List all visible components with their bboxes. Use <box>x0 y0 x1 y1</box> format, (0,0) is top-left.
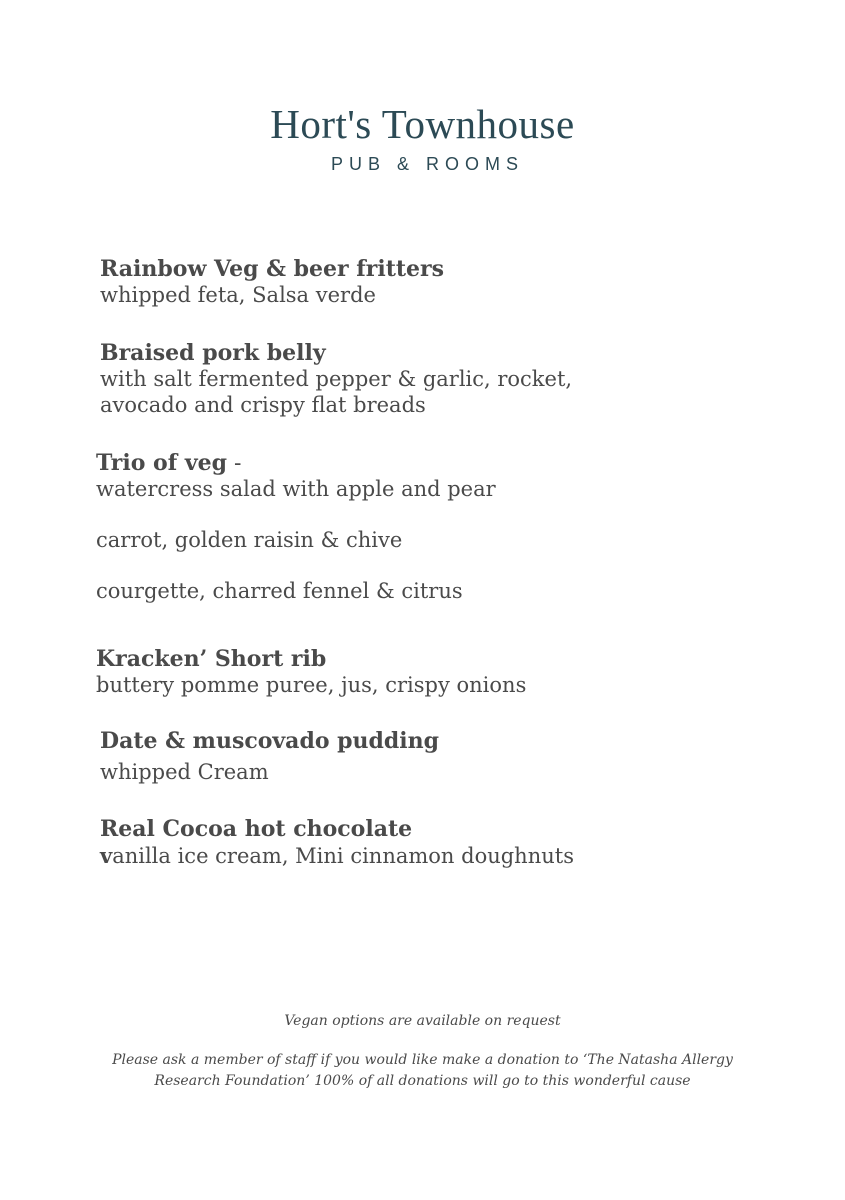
dish-description: whipped Cream <box>100 760 269 784</box>
dish-description: courgette, charred fennel & citrus <box>96 579 463 603</box>
dish-description: with salt fermented pepper & garlic, rocket, <box>100 367 573 391</box>
brand-title: Hort's Townhouse <box>270 101 575 147</box>
dish-name: Braised pork belly <box>100 340 326 366</box>
dish-description: carrot, golden raisin & chive <box>96 528 403 552</box>
dish-description: buttery pomme puree, jus, crispy onions <box>96 673 527 697</box>
brand-subtitle: PUB & ROOMS <box>330 154 525 174</box>
dish-description: avocado and crispy flat breads <box>100 393 426 417</box>
dish-description: watercress salad with apple and pear <box>96 477 496 501</box>
donation-note-line2: Research Foundation’ 100% of all donations will go to this wonderful cause <box>154 1073 691 1089</box>
donation-note-line1: Please ask a member of staff if you would like make a donation to ‘The Natasha Allergy <box>112 1052 733 1068</box>
dish-description <box>100 842 574 870</box>
dish-name-suffix: - <box>227 451 242 476</box>
dish-name: Kracken’ Short rib <box>96 646 327 672</box>
dish-name <box>96 449 241 478</box>
dish-description-rest: anilla ice cream, Mini cinnamon doughnuts <box>112 844 574 868</box>
dish-name: Rainbow Veg & beer fritters <box>100 256 444 282</box>
dish-name: Date & muscovado pudding <box>100 728 440 754</box>
vegan-note: Vegan options are available on request <box>284 1013 561 1029</box>
dish-name-text: Trio of veg <box>96 450 228 476</box>
dish-description: whipped feta, Salsa verde <box>100 283 376 307</box>
dish-name: Real Cocoa hot chocolate <box>100 816 413 842</box>
dish-description-initial: v <box>100 843 113 868</box>
